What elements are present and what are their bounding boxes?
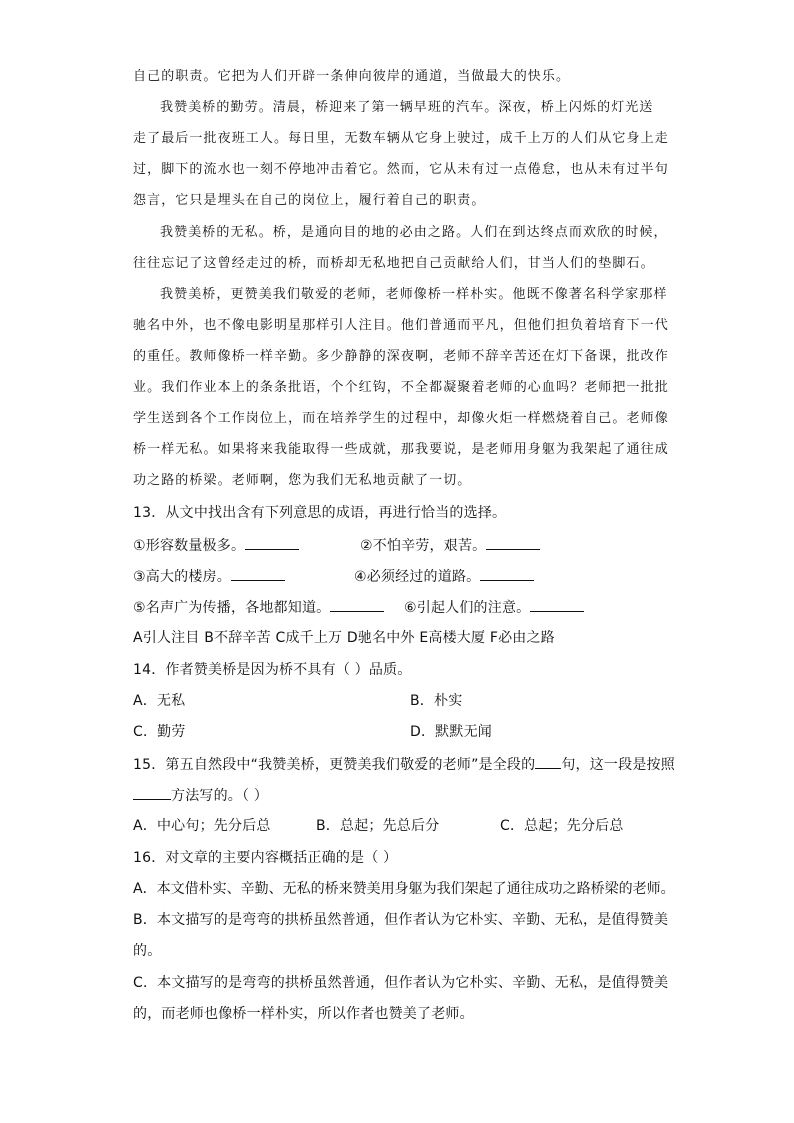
question-16-option-c-cont[interactable]: 的，而老师也像桥一样朴实，所以作者也赞美了老师。 (133, 1006, 474, 1022)
question-15-option-c[interactable]: C．总起；先分后总 (500, 818, 624, 834)
answer-blank[interactable] (535, 754, 561, 769)
question-14-option-c[interactable]: C．勤劳 (133, 724, 186, 740)
passage-line: 学生送到各个工作岗位上，而在培养学生的过程中，却像火炬一样燃烧着自己。老师像 (133, 411, 669, 426)
question-15-option-b[interactable]: B．总起；先总后分 (316, 818, 440, 834)
passage-line: 自己的职责。它把为人们开辟一条伸向彼岸的通道，当做最大的快乐。 (133, 69, 571, 84)
question-13-item: ②不怕辛劳，艰苦。 (360, 535, 540, 556)
passage-line: 业。我们作业本上的条条批语，个个红钩，不全都凝聚着老师的心血吗？老师把一批批 (133, 380, 669, 395)
passage-line: 我赞美桥的勤劳。清晨，桥迎来了第一辆早班的汽车。深夜，桥上闪烁的灯光送 (160, 100, 654, 115)
answer-blank[interactable] (133, 785, 171, 800)
question-15-option-a[interactable]: A．中心句；先分后总 (133, 818, 271, 834)
question-16-option-a[interactable]: A．本文借朴实、辛勤、无私的桥来赞美用身躯为我们架起了通往成功之路桥梁的老师。 (133, 881, 675, 897)
passage-line: 怨言，它只是埋头在自己的岗位上，履行着自己的职责。 (133, 193, 486, 208)
question-13-item: ①形容数量极多。 (133, 535, 299, 556)
answer-blank[interactable] (245, 535, 299, 550)
passage-line: 我赞美桥，更赞美我们敬爱的老师，老师像桥一样朴实。他既不像著名科学家那样 (160, 287, 668, 302)
question-13-item: ③高大的楼房。 (133, 566, 285, 587)
answer-blank[interactable] (480, 566, 534, 581)
passage-line: 的重任。教师像桥一样辛勤。多少静静的深夜啊，老师不辞辛苦还在灯下备课，批改作 (133, 349, 669, 364)
passage-line: 桥一样无私。如果将来我能取得一些成就，那我要说，是老师用身躯为我架起了通往成 (133, 442, 669, 457)
question-13-choices: A引人注目 B不辞辛苦 C成千上万 D驰名中外 E高楼大厦 F必由之路 (133, 630, 555, 646)
question-14-option-a[interactable]: A．无私 (133, 693, 186, 709)
passage-line: 我赞美桥的无私。桥，是通向目的地的必由之路。人们在到达终点而欢欣的时候， (160, 225, 668, 240)
answer-blank[interactable] (231, 566, 285, 581)
question-13-stem: 13．从文中找出含有下列意思的成语，再进行恰当的选择。 (133, 505, 507, 521)
question-16-stem: 16．对文章的主要内容概括正确的是（ ） (133, 850, 398, 866)
answer-blank[interactable] (530, 597, 584, 612)
passage-line: 驰名中外，也不像电影明星那样引人注目。他们普通而平凡，但他们担负着培育下一代 (133, 318, 669, 333)
question-15-stem: 15．第五自然段中“我赞美桥，更赞美我们敬爱的老师”是全段的 句，这一段是按照 (133, 754, 675, 775)
answer-blank[interactable] (330, 597, 384, 612)
passage-line: 过，脚下的流水也一刻不停地冲击着它。然而，它从未有过一点倦怠，也从未有过半句 (133, 162, 669, 177)
answer-blank[interactable] (486, 535, 540, 550)
question-16-option-c[interactable]: C．本文描写的是弯弯的拱桥虽然普通，但作者认为它朴实、辛勤、无私，是值得赞美 (133, 975, 669, 991)
passage-line: 往往忘记了这曾经走过的桥，而桥却无私地把自己贡献给人们，甘当人们的垫脚石。 (133, 256, 655, 271)
question-13-item: ⑤名声广为传播，各地都知道。 (133, 597, 384, 618)
passage-line: 走了最后一批夜班工人。每日里，无数车辆从它身上驶过，成千上万的人们从它身上走 (133, 131, 669, 146)
question-14-stem: 14．作者赞美桥是因为桥不具有（ ）品质。 (133, 662, 412, 678)
passage-line: 功之路的桥梁。老师啊，您为我们无私地贡献了一切。 (133, 473, 472, 488)
question-16-option-b[interactable]: B．本文描写的是弯弯的拱桥虽然普通，但作者认为它朴实、辛勤、无私，是值得赞美 (133, 912, 669, 928)
question-15-stem-cont: 方法写的。（ ） (133, 785, 268, 806)
question-14-option-d[interactable]: D．默默无闻 (410, 724, 492, 740)
question-13-item: ⑥引起人们的注意。 (404, 597, 584, 618)
question-16-option-b-cont[interactable]: 的。 (133, 943, 162, 959)
question-13-item: ④必须经过的道路。 (354, 566, 534, 587)
question-14-option-b[interactable]: B．朴实 (410, 693, 463, 709)
